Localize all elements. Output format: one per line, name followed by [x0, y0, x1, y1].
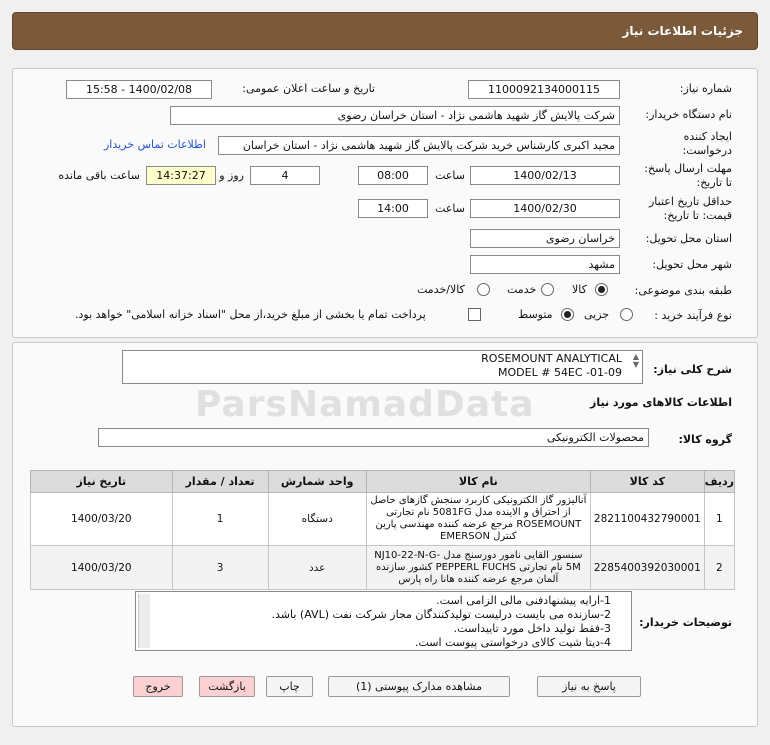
summary-line-2: MODEL # 54EC -01-09: [498, 366, 622, 379]
col-name: نام کالا: [366, 471, 590, 493]
cell-code: 2821100432790001: [590, 493, 704, 546]
creator-label-line1: ایجاد کننده: [683, 130, 732, 143]
validity-time-field: 14:00: [358, 199, 428, 218]
col-unit: واحد شمارش: [268, 471, 366, 493]
category-service-radio[interactable]: [541, 283, 554, 296]
process-type-label: نوع فرآیند خرید :: [654, 309, 732, 322]
summary-label: شرح کلی نیاز:: [653, 363, 732, 376]
cell-unit: عدد: [268, 546, 366, 590]
notes-scrollbar[interactable]: [138, 594, 150, 648]
summary-line-1: ROSEMOUNT ANALYTICAL: [481, 352, 622, 365]
deadline-time-field: 08:00: [358, 166, 428, 185]
deadline-date-field: 1400/02/13: [470, 166, 620, 185]
remaining-time-field: 14:37:27: [146, 166, 216, 185]
buyer-notes-textarea[interactable]: [135, 591, 632, 651]
table-row[interactable]: [31, 493, 735, 546]
cell-name: سنسور القایی نامور دورسنج مدل NJ10-22-N-G-5M نام تجارتی PEPPERL FUCHS کشور سازنده آلمان مرجع عرضه کننده هانا راه پارس: [366, 546, 590, 590]
note-line: 4-دیتا شیت کالای درخواستی پیوست است.: [415, 636, 611, 649]
process-medium-label: متوسط: [518, 308, 553, 321]
category-goods-service-label: کالا/خدمت: [417, 283, 465, 296]
city-label: شهر محل تحویل:: [652, 258, 732, 271]
cell-row: 2: [704, 546, 734, 590]
goods-table: [30, 470, 735, 590]
process-medium-radio[interactable]: [561, 308, 574, 321]
table-header-row: [31, 471, 735, 493]
print-button[interactable]: چاپ: [266, 676, 313, 697]
note-line: 2-سازنده می بایست درلیست تولیدکنندگان مجاز شرکت نفت (AVL) باشد.: [271, 608, 611, 621]
category-goods-radio[interactable]: [595, 283, 608, 296]
buyer-label: نام دستگاه خریدار:: [645, 108, 732, 121]
cell-qty: 3: [172, 546, 268, 590]
deadline-label-line1: مهلت ارسال پاسخ:: [644, 162, 732, 175]
cell-code: 2285400392030001: [590, 546, 704, 590]
page-title: جزئیات اطلاعات نیاز: [622, 24, 743, 38]
creator-field: مجید اکبری کارشناس خرید شرکت پالایش گاز شهید هاشمی نژاد - استان خراسان: [218, 136, 620, 155]
remaining-time-label: ساعت باقی مانده: [58, 169, 140, 182]
cell-name: آنالیزور گاز الکترونیکی کاربرد سنجش گازهای حاصل از احتراق و الاینده مدل 5081FG نام تجارتی ROSEMOUNT مرجع عرضه کننده مهندسی پارین کنترل EMERSON: [366, 493, 590, 546]
cell-qty: 1: [172, 493, 268, 546]
cell-date: 1400/03/20: [31, 546, 173, 590]
deadline-time-label: ساعت: [435, 169, 465, 182]
col-code: کد کالا: [590, 471, 704, 493]
col-qty: تعداد / مقدار: [172, 471, 268, 493]
col-date: تاریخ نیاز: [31, 471, 173, 493]
validity-label-line2: قیمت: تا تاریخ:: [663, 209, 732, 222]
buyer-field: شرکت پالایش گاز شهید هاشمی نژاد - استان خراسان رضوی: [170, 106, 620, 125]
process-minor-label: جزیی: [584, 308, 610, 321]
buyer-notes-label: توضیحات خریدار:: [639, 616, 732, 629]
province-label: استان محل تحویل:: [645, 232, 732, 245]
category-label: طبقه بندی موضوعی:: [634, 284, 732, 297]
validity-time-label: ساعت: [435, 202, 465, 215]
category-goods-service-radio[interactable]: [477, 283, 490, 296]
cell-row: 1: [704, 493, 734, 546]
note-line: 3-فقط تولید داخل مورد تاییداست.: [453, 622, 611, 635]
scroll-arrows-icon[interactable]: ▲ ▼: [632, 352, 639, 369]
treasury-payment-checkbox[interactable]: [468, 308, 481, 321]
page-header: [12, 12, 758, 50]
exit-button[interactable]: خروج: [133, 676, 183, 697]
category-service-label: خدمت: [507, 283, 537, 296]
deadline-label-line2: تا تاریخ:: [696, 176, 732, 189]
cell-unit: دستگاه: [268, 493, 366, 546]
days-label: روز و: [219, 169, 244, 182]
goods-group-field: محصولات الکترونیکی: [98, 428, 649, 447]
need-number-label: شماره نیاز:: [679, 82, 732, 95]
validity-label-line1: حداقل تاریخ اعتبار: [648, 195, 732, 208]
process-minor-radio[interactable]: [620, 308, 633, 321]
announce-label: تاریخ و ساعت اعلان عمومی:: [242, 82, 375, 95]
treasury-payment-note: پرداخت تمام یا بخشی از مبلغ خرید،از محل "اسناد خزانه اسلامی" خواهد بود.: [75, 308, 426, 321]
goods-section-title: اطلاعات کالاهای مورد نیاز: [590, 396, 732, 409]
province-field: خراسان رضوی: [470, 229, 620, 248]
summary-textarea[interactable]: [122, 350, 643, 384]
announce-datetime-field: 1400/02/08 - 15:58: [66, 80, 212, 99]
city-field: مشهد: [470, 255, 620, 274]
table-row[interactable]: [31, 546, 735, 590]
buyer-contact-link[interactable]: اطلاعات تماس خریدار: [104, 138, 206, 151]
need-number-field: 1100092134000115: [468, 80, 620, 99]
reply-button[interactable]: پاسخ به نیاز: [537, 676, 641, 697]
validity-date-field: 1400/02/30: [470, 199, 620, 218]
creator-label-line2: درخواست:: [682, 144, 732, 157]
cell-date: 1400/03/20: [31, 493, 173, 546]
category-goods-label: کالا: [572, 283, 587, 296]
goods-group-label: گروه کالا:: [678, 433, 732, 446]
days-remaining-field: 4: [250, 166, 320, 185]
col-row: ردیف: [704, 471, 734, 493]
back-button[interactable]: بازگشت: [199, 676, 255, 697]
note-line: 1-ارایه پیشنهادفنی مالی الزامی است.: [436, 594, 611, 607]
view-attachments-button[interactable]: مشاهده مدارک پیوستی (1): [328, 676, 510, 697]
watermark-logo: ParsNamadData: [195, 384, 535, 425]
